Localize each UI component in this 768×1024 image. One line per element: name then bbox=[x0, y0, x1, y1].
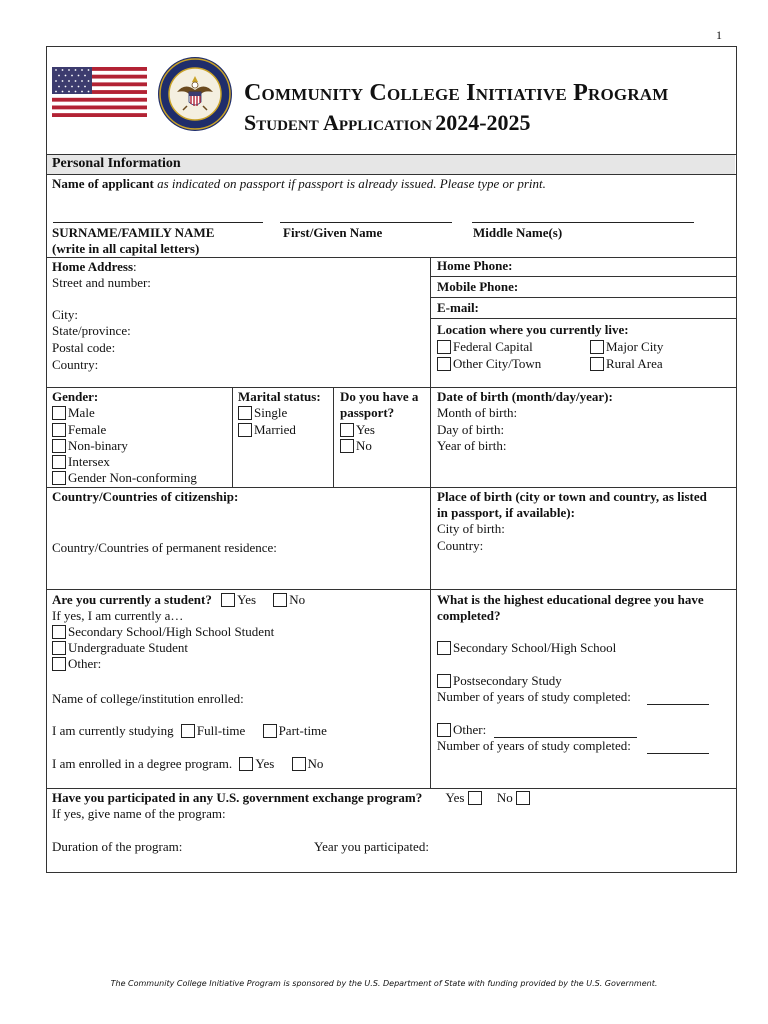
student-undergraduate-option[interactable]: Undergraduate Student bbox=[52, 640, 188, 656]
location-federal-capital[interactable]: Federal Capital bbox=[437, 339, 533, 355]
checkbox[interactable] bbox=[590, 357, 604, 371]
checkbox[interactable] bbox=[292, 757, 306, 771]
middle-name-label: Middle Name(s) bbox=[473, 225, 563, 240]
city-of-birth-label: City of birth: bbox=[437, 521, 505, 536]
checkbox[interactable] bbox=[52, 455, 66, 469]
other-years-label: Number of years of study completed: bbox=[437, 738, 631, 753]
postal-code-label: Postal code: bbox=[52, 340, 116, 355]
student-other-option[interactable]: Other: bbox=[52, 656, 101, 672]
given-name-line[interactable] bbox=[280, 222, 452, 223]
checkbox[interactable] bbox=[238, 423, 252, 437]
gender-female[interactable]: Female bbox=[52, 422, 106, 438]
education-question: What is the highest educational degree you have bbox=[437, 592, 704, 607]
middle-name-line[interactable] bbox=[472, 222, 694, 223]
other-years-line[interactable] bbox=[647, 753, 709, 754]
checkbox[interactable] bbox=[437, 357, 451, 371]
given-name-label: First/Given Name bbox=[283, 225, 383, 240]
college-enrolled-label: Name of college/institution enrolled: bbox=[52, 691, 244, 706]
us-flag-icon bbox=[52, 67, 147, 117]
checkbox[interactable] bbox=[181, 724, 195, 738]
permanent-residence-label: Country/Countries of permanent residence: bbox=[52, 540, 277, 555]
year-of-birth-label: Year of birth: bbox=[437, 438, 507, 453]
checkbox[interactable] bbox=[221, 593, 235, 607]
program-title: Community College Initiative Program bbox=[244, 80, 669, 106]
exchange-question-row: Have you participated in any U.S. government exchange program? Yes No bbox=[52, 790, 532, 806]
checkbox[interactable] bbox=[516, 791, 530, 805]
currently-student-question: Are you currently a student? Yes No bbox=[52, 592, 306, 607]
location-label: Location where you currently live: bbox=[437, 322, 629, 337]
email-label: E-mail: bbox=[437, 300, 479, 315]
checkbox[interactable] bbox=[340, 423, 354, 437]
gender-label: Gender: bbox=[52, 389, 99, 404]
checkbox[interactable] bbox=[52, 641, 66, 655]
state-label: State/province: bbox=[52, 323, 131, 338]
passport-label-line2: passport? bbox=[340, 405, 395, 420]
education-postsecondary-option[interactable]: Postsecondary Study bbox=[437, 673, 562, 689]
surname-note: (write in all capital letters) bbox=[52, 241, 200, 256]
marital-status-label: Marital status: bbox=[238, 389, 321, 404]
home-address-label: Home Address: bbox=[52, 259, 137, 274]
footer-note: The Community College Initiative Program is sponsored by the U.S. Department of State with funding provided by the U.S. Government. bbox=[110, 979, 658, 988]
street-label: Street and number: bbox=[52, 275, 151, 290]
student-if-yes-label: If yes, I am currently a… bbox=[52, 608, 184, 623]
location-major-city[interactable]: Major City bbox=[590, 339, 663, 355]
gender-intersex[interactable]: Intersex bbox=[52, 454, 110, 470]
page-number: 1 bbox=[716, 28, 722, 42]
location-rural-area[interactable]: Rural Area bbox=[590, 356, 663, 372]
checkbox[interactable] bbox=[263, 724, 277, 738]
state-department-seal-icon bbox=[157, 56, 233, 132]
checkbox[interactable] bbox=[52, 625, 66, 639]
day-of-birth-label: Day of birth: bbox=[437, 422, 505, 437]
checkbox[interactable] bbox=[52, 406, 66, 420]
checkbox[interactable] bbox=[340, 439, 354, 453]
education-other-option[interactable]: Other: bbox=[437, 722, 486, 738]
home-phone-label: Home Phone: bbox=[437, 258, 513, 273]
checkbox[interactable] bbox=[273, 593, 287, 607]
gender-male[interactable]: Male bbox=[52, 405, 95, 421]
checkbox[interactable] bbox=[468, 791, 482, 805]
checkbox[interactable] bbox=[52, 471, 66, 485]
checkbox[interactable] bbox=[437, 674, 451, 688]
passport-no[interactable]: No bbox=[340, 438, 372, 454]
checkbox[interactable] bbox=[239, 757, 253, 771]
birth-country-label: Country: bbox=[437, 538, 484, 553]
checkbox[interactable] bbox=[238, 406, 252, 420]
checkbox[interactable] bbox=[52, 423, 66, 437]
marital-married[interactable]: Married bbox=[238, 422, 296, 438]
surname-line[interactable] bbox=[53, 222, 263, 223]
education-secondary-option[interactable]: Secondary School/High School bbox=[437, 640, 616, 656]
location-other-city[interactable]: Other City/Town bbox=[437, 356, 541, 372]
citizenship-label: Country/Countries of citizenship: bbox=[52, 489, 239, 504]
checkbox[interactable] bbox=[52, 657, 66, 671]
gender-non-conforming[interactable]: Gender Non-conforming bbox=[52, 470, 197, 486]
surname-label: SURNAME/FAMILY NAME bbox=[52, 225, 215, 240]
birthplace-label: Place of birth (city or town and country, as listed bbox=[437, 489, 707, 504]
birthplace-label-line2: in passport, if available): bbox=[437, 505, 575, 520]
passport-label: Do you have a bbox=[340, 389, 419, 404]
dob-label: Date of birth (month/day/year): bbox=[437, 389, 613, 404]
passport-yes[interactable]: Yes bbox=[340, 422, 375, 438]
city-label: City: bbox=[52, 307, 79, 322]
mobile-phone-label: Mobile Phone: bbox=[437, 279, 519, 294]
month-of-birth-label: Month of birth: bbox=[437, 405, 518, 420]
marital-single[interactable]: Single bbox=[238, 405, 287, 421]
student-secondary-option[interactable]: Secondary School/High School Student bbox=[52, 624, 274, 640]
degree-program-row: I am enrolled in a degree program. Yes No bbox=[52, 756, 324, 771]
checkbox[interactable] bbox=[437, 340, 451, 354]
education-question-line2: completed? bbox=[437, 608, 501, 623]
checkbox[interactable] bbox=[52, 439, 66, 453]
exchange-duration-label: Duration of the program: bbox=[52, 839, 183, 854]
checkbox[interactable] bbox=[437, 723, 451, 737]
postsecondary-years-label: Number of years of study completed: bbox=[437, 689, 631, 704]
section-title-personal-information: Personal Information bbox=[52, 156, 181, 171]
postsecondary-years-line[interactable] bbox=[647, 704, 709, 705]
gender-non-binary[interactable]: Non-binary bbox=[52, 438, 128, 454]
application-subtitle: Student Application 2024-2025 bbox=[244, 110, 531, 135]
country-label: Country: bbox=[52, 357, 99, 372]
applicant-name-instruction: Name of applicant as indicated on passport if passport is already issued. Please type or print. bbox=[52, 176, 546, 191]
study-mode-row: I am currently studying Full-time Part-time bbox=[52, 723, 327, 738]
checkbox[interactable] bbox=[590, 340, 604, 354]
exchange-program-name-label: If yes, give name of the program: bbox=[52, 806, 226, 821]
exchange-year-label: Year you participated: bbox=[314, 839, 429, 854]
checkbox[interactable] bbox=[437, 641, 451, 655]
